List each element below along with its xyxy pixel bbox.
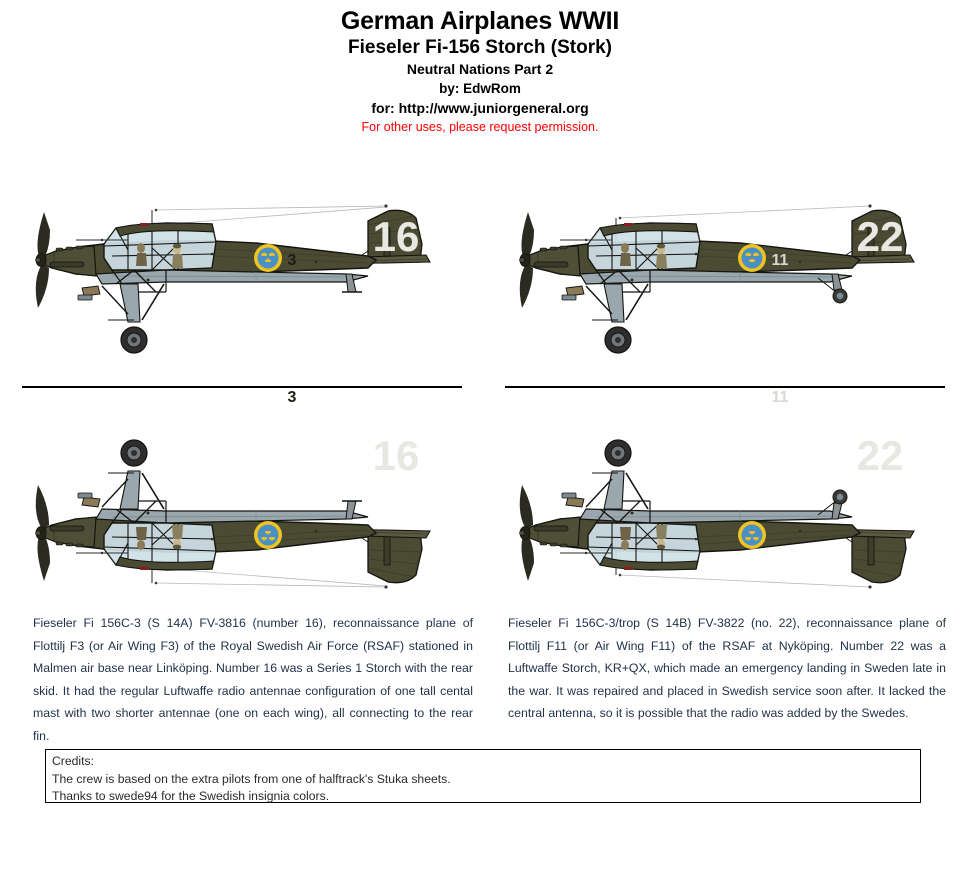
storch-side-view-mirrored [500, 389, 960, 597]
plane-figure-22-bottom-mirror [500, 389, 960, 597]
fuselage-code: 11 [771, 252, 789, 269]
credits-line-2: Thanks to swede94 for the Swedish insignia colors. [52, 789, 330, 803]
tail-number-mirrored: 16 [372, 432, 420, 479]
credits-box [45, 749, 921, 803]
tail-number-mirrored: 22 [856, 432, 904, 479]
plane-figure-16-bottom-mirror [16, 389, 476, 597]
caption-left [33, 612, 473, 747]
storch-side-view-mirrored [16, 389, 476, 597]
source-url-label: for: http://www.juniorgeneral.org [371, 100, 589, 116]
tail-number: 16 [372, 213, 420, 260]
page-title: German Airplanes WWII [340, 7, 620, 35]
credits-heading: Credits: [52, 754, 94, 768]
fuselage-code: 3 [287, 252, 297, 269]
tail-number: 22 [856, 213, 904, 260]
series-label: Neutral Nations Part 2 [406, 61, 554, 77]
fuselage-code-mirrored: 11 [771, 389, 789, 406]
credits-line-1: The crew is based on the extra pilots from one of halftrack's Stuka sheets. [52, 771, 451, 786]
plane-figure-22-top [500, 196, 960, 381]
author-label: by: EdwRom [439, 81, 521, 96]
caption-right [508, 612, 946, 725]
page-subtitle: Fieseler Fi-156 Storch (Stork) [348, 37, 612, 58]
caption-right-text: Fieseler Fi 156C-3/trop (S 14B) FV-3822 (no. 22), reconnaissance plane of Flottilj F11 (or Air Wing F11) of the RSAF at Nyköping. Number 22 was a Luftwaffe Storch, KR+QX, which made an emergency landing in Sweden late in the war. It was repaired and placed in Swedish service soon after. It lacked the central antenna, so it is possible that the radio was added by the Swedes. [508, 616, 946, 720]
storch-side-view [16, 196, 476, 381]
storch-side-view [500, 196, 960, 381]
permission-notice: For other uses, please request permission. [361, 120, 599, 134]
plane-figure-16-top [16, 196, 476, 381]
fuselage-code-mirrored: 3 [287, 389, 297, 406]
fold-line-left [22, 386, 462, 388]
fold-line-right [505, 386, 945, 388]
caption-left-text: Fieseler Fi 156C-3 (S 14A) FV-3816 (number 16), reconnaissance plane of Flottilj F3 (or Air Wing F3) of the Royal Swedish Air Force (RSAF) stationed in Malmen air base near Linköping. Number 16 was a Series 1 Storch with the rear skid. It had the regular Luftwaffe radio antennae configuration of one tall cental mast with two shorter antennae (one on each wing), all connecting to the rear fin. [33, 616, 473, 743]
